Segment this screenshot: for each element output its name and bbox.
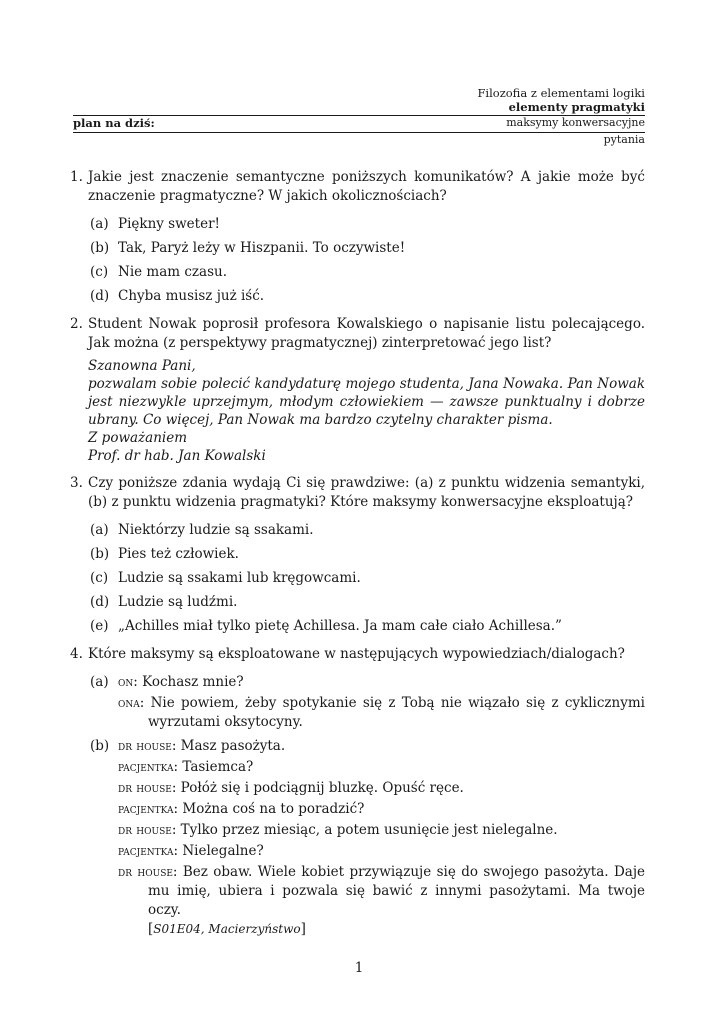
speaker: pacjentka: — [118, 801, 179, 817]
dialog-line — [118, 800, 645, 819]
option-text: Pies też człowiek. — [118, 546, 239, 562]
speaker: dr house: — [118, 822, 177, 838]
utterance: Kochasz mnie? — [137, 674, 244, 690]
option-text: Ludzie są ludźmi. — [118, 594, 238, 610]
option-item — [88, 239, 645, 258]
option-text: Piękny sweter! — [118, 216, 220, 232]
ref-bracket-close: ] — [300, 921, 306, 937]
option-label: (a) — [90, 522, 109, 538]
ref-text: S01E04, Macierzyństwo — [153, 922, 301, 936]
utterance: Można coś na to poradzić? — [178, 801, 365, 817]
utterance: Tasiemca? — [178, 759, 254, 775]
speaker: dr house: — [118, 738, 177, 754]
dialog-line — [118, 779, 645, 798]
option-label: (c) — [90, 264, 109, 280]
recommendation-letter — [88, 357, 645, 465]
dialog-line — [118, 673, 645, 692]
option-item — [88, 263, 645, 282]
question-number: 1. — [70, 169, 83, 185]
option-label: (a) — [90, 674, 109, 690]
plan-item-maxims: maksymy konwersacyjne — [506, 116, 645, 129]
option-item — [88, 521, 645, 540]
option-text: Ludzie są ssakami lub kręgowcami. — [118, 570, 361, 586]
question-3 — [70, 474, 645, 636]
dialog-line — [118, 821, 645, 840]
option-list — [88, 521, 645, 636]
option-item — [88, 215, 645, 234]
option-item — [88, 569, 645, 588]
letter-closing: Z poważaniem — [88, 430, 188, 446]
option-text: Tak, Paryż leży w Hiszpanii. To oczywiste! — [118, 240, 406, 256]
option-item — [88, 617, 645, 636]
question-text: Student Nowak poprosił profesora Kowalskiego o napisanie listu polecającego. Jak można (z perspektywy pragmatycznej) zinterpretować jego list? — [88, 316, 645, 351]
dialog-line — [118, 694, 645, 732]
option-label: (e) — [90, 618, 109, 634]
option-text: Niektórzy ludzie są ssakami. — [118, 522, 314, 538]
speaker: pacjentka: — [118, 843, 179, 859]
utterance: Masz pasożyta. — [176, 738, 286, 754]
option-item — [88, 593, 645, 612]
option-label: (d) — [90, 594, 110, 610]
option-item — [88, 545, 645, 564]
speaker: on: — [118, 674, 138, 690]
dialog-line — [118, 863, 645, 939]
option-label: (b) — [90, 240, 110, 256]
question-number: 4. — [70, 646, 83, 662]
option-item — [88, 287, 645, 306]
question-number: 2. — [70, 316, 83, 332]
page-number: 1 — [354, 960, 364, 976]
document-page — [70, 0, 645, 1024]
option-text: Chyba musisz już iść. — [118, 288, 265, 304]
option-text: „Achilles miał tylko pietę Achillesa. Ja mam całe ciało Achillesa.” — [118, 618, 562, 634]
source-reference — [148, 921, 306, 937]
utterance: Tylko przez miesiąc, a potem usunięcie jest nielegalne. — [176, 822, 558, 838]
utterance: Nie powiem, żeby spotykanie się z Tobą nie wiązało się z cyklicznymi wyrzutami oksytocyny. — [144, 695, 645, 730]
dialog — [118, 673, 645, 732]
speaker: ona: — [118, 695, 145, 711]
plan-item-questions: pytania — [603, 133, 645, 146]
dialog-item-a — [88, 673, 645, 732]
question-number: 3. — [70, 475, 83, 491]
plan-label: plan na dziś: — [73, 116, 155, 130]
option-label: (b) — [90, 546, 110, 562]
header-rule-bottom — [73, 132, 645, 133]
dialog-line — [118, 737, 645, 756]
option-label: (b) — [90, 738, 110, 754]
utterance: Bez obaw. Wiele kobiet przywiązuje się do swojego pasożyta. Daje mu imię, ubiera i pozwala się bawić z innymi pasożytami. Ma twoje oczy. — [148, 864, 645, 918]
letter-body: pozwalam sobie polecić kandydaturę mojego studenta, Jana Nowaka. Pan Nowak jest niezwykle uprzejmym, młodym człowiekiem — zawsze punktualny i dobrze ubrany. Co więcej, Pan Nowak ma bardzo czytelny charakter pisma. — [88, 376, 645, 428]
utterance: Nielegalne? — [178, 843, 264, 859]
speaker: dr house: — [118, 864, 178, 880]
letter-signature: Prof. dr hab. Jan Kowalski — [88, 448, 266, 464]
ref-bracket-open: [ — [148, 921, 154, 937]
option-label: (c) — [90, 570, 109, 586]
option-label: (d) — [90, 288, 110, 304]
speaker: pacjentka: — [118, 759, 179, 775]
question-1 — [70, 168, 645, 306]
question-4 — [70, 645, 645, 939]
dialog-list — [88, 673, 645, 939]
question-text: Czy poniższe zdania wydają Ci się prawdziwe: (a) z punktu widzenia semantyki, (b) z punktu widzenia pragmatyki? Które maksymy konwersacyjne eksploatują? — [88, 475, 645, 510]
option-text: Nie mam czasu. — [118, 264, 227, 280]
option-list — [88, 215, 645, 306]
dialog-line — [118, 842, 645, 861]
utterance: Połóż się i podciągnij bluzkę. Opuść ręce. — [176, 780, 464, 796]
question-text: Które maksymy są eksploatowane w następujących wypowiedziach/dialogach? — [88, 646, 625, 662]
topic-title: elementy pragmatyki — [508, 100, 645, 114]
speaker: dr house: — [118, 780, 177, 796]
dialog-item-b — [88, 737, 645, 939]
dialog-line — [118, 758, 645, 777]
option-label: (a) — [90, 216, 109, 232]
question-2 — [70, 315, 645, 465]
question-text: Jakie jest znaczenie semantyczne poniższych komunikatów? A jakie może być znaczenie pragmatyczne? W jakich okolicznościach? — [88, 169, 645, 204]
exercise-list — [70, 168, 645, 948]
letter-greeting: Szanowna Pani, — [88, 358, 196, 374]
course-title: Filozofia z elementami logiki — [477, 86, 645, 100]
dialog — [118, 737, 645, 939]
